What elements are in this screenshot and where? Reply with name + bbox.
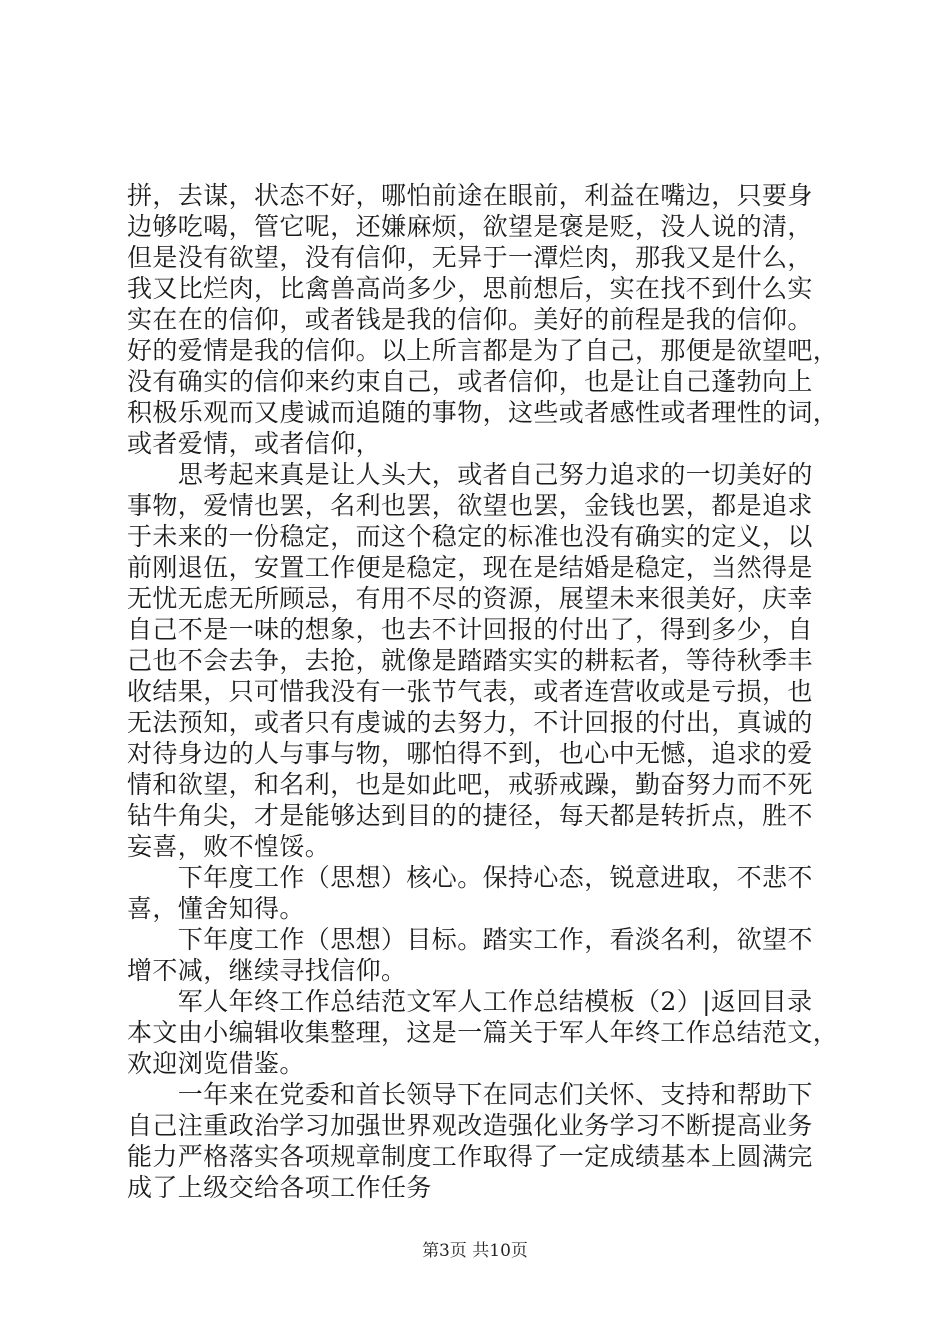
text-line: 收结果，只可惜我没有一张节气表，或者连营收或是亏损，也 bbox=[127, 677, 813, 706]
text-line: 本文由小编辑收集整理，这是一篇关于军人年终工作总结范文， bbox=[127, 1018, 839, 1047]
text-line: 对待身边的人与事与物，哪怕得不到，也心中无憾，追求的爱 bbox=[127, 739, 813, 768]
text-line: 事物，爱情也罢，名利也罢，欲望也罢，金钱也罢，都是追求 bbox=[127, 491, 813, 520]
text-line: 没有确实的信仰来约束自己，或者信仰，也是让自己蓬勃向上 bbox=[127, 367, 813, 396]
text-line: 但是没有欲望，没有信仰，无异于一潭烂肉，那我又是什么， bbox=[127, 243, 813, 272]
text-line: 或者爱情，或者信仰， bbox=[127, 429, 382, 458]
text-line: 无忧无虑无所顾忌，有用不尽的资源，展望未来很美好，庆幸 bbox=[127, 584, 813, 613]
text-line: 好的爱情是我的信仰。以上所言都是为了自己，那便是欲望吧， bbox=[127, 336, 839, 365]
text-line: 边够吃喝，管它呢，还嫌麻烦，欲望是褒是贬，没人说的清， bbox=[127, 212, 813, 241]
text-line: 无法预知，或者只有虔诚的去努力，不计回报的付出，真诚的 bbox=[127, 708, 813, 737]
text-line: 能力严格落实各项规章制度工作取得了一定成绩基本上圆满完 bbox=[127, 1142, 813, 1171]
text-line: 情和欲望，和名利，也是如此吧，戒骄戒躁，勤奋努力而不死 bbox=[127, 770, 813, 799]
page-number: 第3页 共10页 bbox=[422, 1241, 528, 1261]
text-line: 我又比烂肉，比禽兽高尚多少，思前想后，实在找不到什么实 bbox=[127, 274, 813, 303]
text-line: 拼，去谋，状态不好，哪怕前途在眼前，利益在嘴边，只要身 bbox=[127, 181, 813, 210]
text-line: 实在在的信仰，或者钱是我的信仰。美好的前程是我的信仰。 bbox=[127, 305, 813, 334]
text-line: 钻牛角尖，才是能够达到目的的捷径，每天都是转折点，胜不 bbox=[127, 801, 813, 830]
text-line: 自己不是一味的想象，也去不计回报的付出了，得到多少，自 bbox=[127, 615, 813, 644]
text-line: 下年度工作（思想）核心。保持心态，锐意进取，不悲不 bbox=[127, 863, 813, 892]
text-line: 于未来的一份稳定，而这个稳定的标准也没有确实的定义，以 bbox=[127, 522, 813, 551]
text-line: 下年度工作（思想）目标。踏实工作，看淡名利，欲望不 bbox=[127, 925, 813, 954]
text-line: 自己注重政治学习加强世界观改造强化业务学习不断提高业务 bbox=[127, 1111, 813, 1140]
text-line: 妄喜，败不惶馁。 bbox=[127, 832, 331, 861]
text-line: 欢迎浏览借鉴。 bbox=[127, 1049, 305, 1078]
text-line: 前刚退伍，安置工作便是稳定，现在是结婚是稳定，当然得是 bbox=[127, 553, 813, 582]
text-line: 思考起来真是让人头大，或者自己努力追求的一切美好的 bbox=[127, 460, 813, 489]
text-line: 成了上级交给各项工作任务 bbox=[127, 1173, 432, 1202]
text-line: 军人年终工作总结范文军人工作总结模板（2）|返回目录 bbox=[127, 987, 813, 1016]
text-line: 己也不会去争，去抢，就像是踏踏实实的耕耘者，等待秋季丰 bbox=[127, 646, 813, 675]
text-line: 增不减，继续寻找信仰。 bbox=[127, 956, 407, 985]
text-line: 喜，懂舍知得。 bbox=[127, 894, 305, 923]
text-line: 积极乐观而又虔诚而追随的事物，这些或者感性或者理性的词， bbox=[127, 398, 839, 427]
text-line: 一年来在党委和首长领导下在同志们关怀、支持和帮助下 bbox=[127, 1080, 813, 1109]
